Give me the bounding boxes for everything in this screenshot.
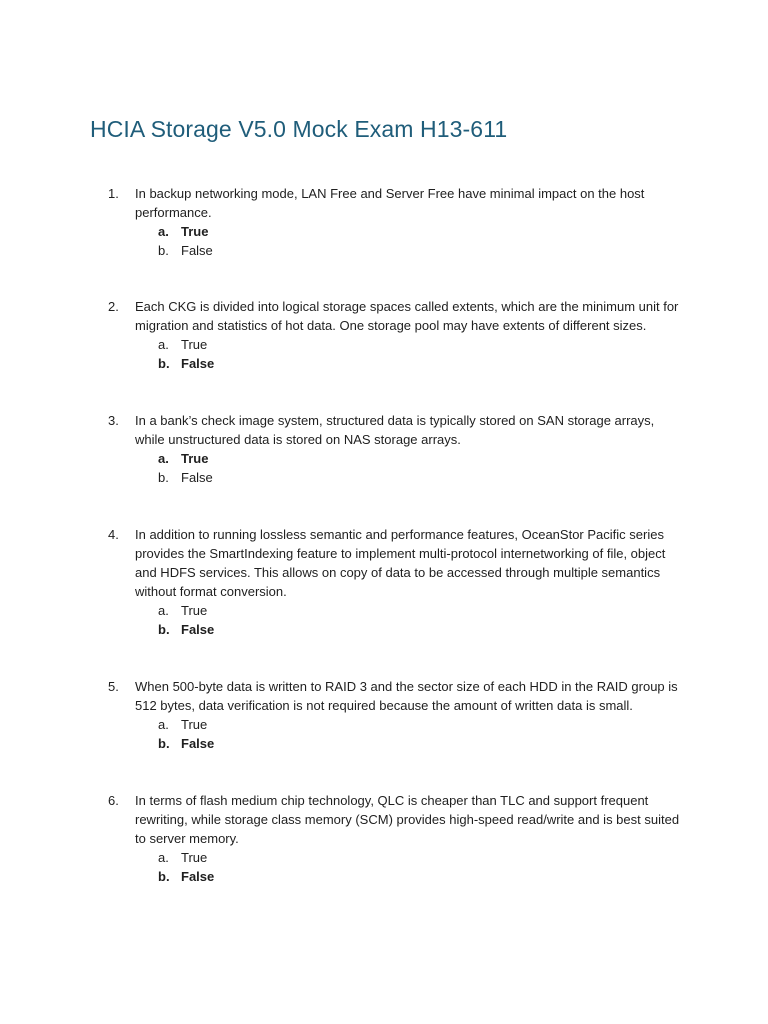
question-2 <box>108 297 683 373</box>
option-letter: a. <box>158 224 169 239</box>
option-letter: a. <box>158 850 169 865</box>
option-text: True <box>181 224 209 239</box>
question-number: 5. <box>108 679 119 694</box>
question-text: In a bank’s check image system, structured data is typically stored on SAN storage arrays, while unstructured data is stored on NAS storage arrays. <box>135 413 655 447</box>
question-5 <box>108 677 683 753</box>
option-a <box>108 715 683 734</box>
option-a <box>108 335 683 354</box>
option-a <box>108 222 683 241</box>
option-b <box>108 867 683 886</box>
option-a <box>108 449 683 468</box>
question-number: 6. <box>108 793 119 808</box>
option-b <box>108 620 683 639</box>
question-text: In terms of flash medium chip technology, QLC is cheaper than TLC and support frequent rewriting, while storage class memory (SCM) provides high-speed read/write and is best suited to server memory. <box>135 793 680 846</box>
question-text: In addition to running lossless semantic and performance features, OceanStor Pacific series provides the SmartIndexing feature to implement multi-protocol internetworking of file, object and HDFS services. This allows on copy of data to be accessed through multiple semantics without format conversion. <box>135 527 666 599</box>
option-text: False <box>181 869 215 884</box>
option-text: True <box>181 603 208 618</box>
option-text: True <box>181 850 208 865</box>
question-4 <box>108 525 683 639</box>
option-letter: a. <box>158 717 169 732</box>
question-number: 1. <box>108 186 119 201</box>
question-1 <box>108 184 683 260</box>
question-text: When 500-byte data is written to RAID 3 and the sector size of each HDD in the RAID group is 512 bytes, data verification is not required because the amount of written data is small. <box>135 679 678 713</box>
question-3 <box>108 411 683 487</box>
option-letter: b. <box>158 243 169 258</box>
question-number: 3. <box>108 413 119 428</box>
option-b <box>108 734 683 753</box>
option-list <box>108 449 683 487</box>
question-text: Each CKG is divided into logical storage spaces called extents, which are the minimum unit for migration and statistics of hot data. One storage pool may have extents of different sizes. <box>135 299 679 333</box>
option-text: False <box>181 470 213 485</box>
option-a <box>108 601 683 620</box>
option-list <box>108 715 683 753</box>
option-letter: b. <box>158 356 170 371</box>
option-list <box>108 335 683 373</box>
question-number: 2. <box>108 299 119 314</box>
option-text: True <box>181 337 208 352</box>
option-letter: b. <box>158 736 170 751</box>
option-list <box>108 848 683 886</box>
option-text: True <box>181 717 208 732</box>
question-6 <box>108 791 683 886</box>
page-title: HCIA Storage V5.0 Mock Exam H13-611 <box>90 116 508 142</box>
option-list <box>108 222 683 260</box>
option-letter: b. <box>158 869 170 884</box>
option-letter: a. <box>158 451 169 466</box>
option-text: False <box>181 736 215 751</box>
option-b <box>108 241 683 260</box>
option-text: False <box>181 356 215 371</box>
option-a <box>108 848 683 867</box>
option-letter: a. <box>158 337 169 352</box>
option-b <box>108 468 683 487</box>
option-letter: a. <box>158 603 169 618</box>
option-letter: b. <box>158 622 170 637</box>
option-b <box>108 354 683 373</box>
question-number: 4. <box>108 527 119 542</box>
option-list <box>108 601 683 639</box>
question-text: In backup networking mode, LAN Free and Server Free have minimal impact on the host performance. <box>135 186 645 220</box>
option-text: False <box>181 622 215 637</box>
option-letter: b. <box>158 470 169 485</box>
option-text: True <box>181 451 209 466</box>
option-text: False <box>181 243 213 258</box>
